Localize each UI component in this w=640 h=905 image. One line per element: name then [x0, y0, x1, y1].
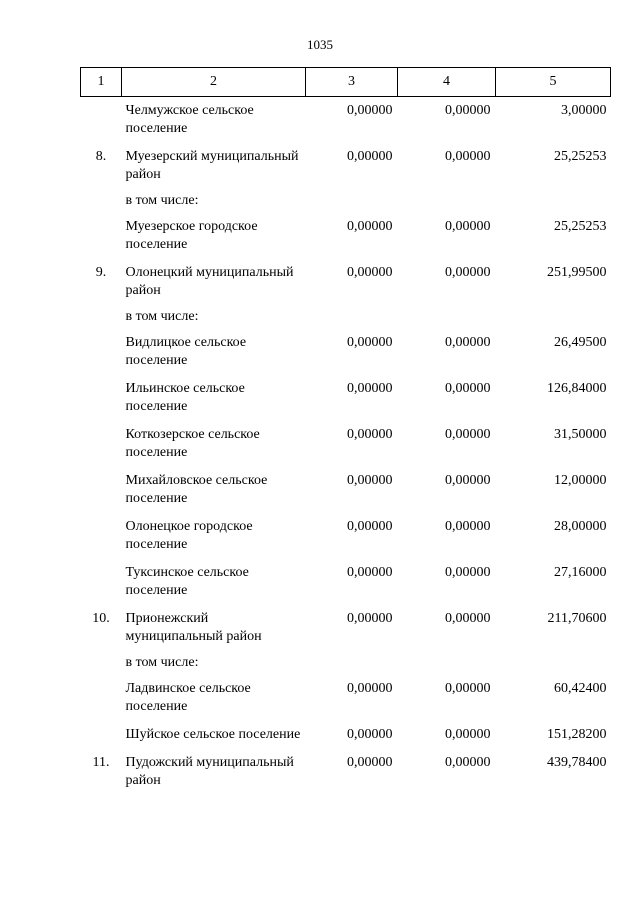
row-number [81, 334, 122, 370]
row-col-5: 27,16000 [554, 565, 607, 580]
spacer-cell [81, 600, 611, 610]
spacer-row [81, 254, 611, 264]
row-number [81, 680, 122, 716]
table-row [81, 654, 611, 672]
spacer-row [81, 416, 611, 426]
spacer-row [81, 370, 611, 380]
row-name: Видлицкое сельское поселение [125, 335, 247, 368]
table-body [81, 97, 611, 791]
row-col-5: 26,49500 [554, 335, 607, 350]
row-name: Челмужское сельское поселение [125, 103, 254, 136]
spacer-row [81, 210, 611, 218]
row-col-5: 251,99500 [547, 265, 607, 280]
row-col-4: 0,00000 [445, 681, 491, 696]
row-col-5: 12,00000 [554, 473, 607, 488]
row-col-3: 0,00000 [347, 381, 393, 396]
spacer-row [81, 554, 611, 564]
row-name: в том числе: [125, 655, 199, 670]
spacer-row [81, 672, 611, 680]
row-col-5: 60,42400 [554, 681, 607, 696]
row-col-5 [496, 192, 611, 210]
table-row [81, 518, 611, 554]
row-col-3: 0,00000 [347, 265, 393, 280]
row-name: Олонецкое городское поселение [125, 519, 253, 552]
row-name: Ладвинское сельское поселение [125, 681, 251, 714]
spacer-cell [81, 210, 611, 218]
spacer-row [81, 646, 611, 654]
spacer-cell [81, 326, 611, 334]
row-col-4: 0,00000 [445, 427, 491, 442]
row-col-3: 0,00000 [347, 681, 393, 696]
row-col-4: 0,00000 [445, 381, 491, 396]
row-col-4 [398, 192, 496, 210]
table-row [81, 192, 611, 210]
row-col-4: 0,00000 [445, 473, 491, 488]
row-name: Муезерский муниципальный район [125, 149, 299, 182]
spacer-cell [81, 462, 611, 472]
row-col-4: 0,00000 [445, 727, 491, 742]
spacer-cell [81, 716, 611, 726]
row-col-3: 0,00000 [347, 219, 393, 234]
table-row [81, 218, 611, 254]
row-name: Коткозерское сельское поселение [125, 427, 260, 460]
row-number: 10. [92, 611, 110, 626]
spacer-cell [81, 646, 611, 654]
row-col-4: 0,00000 [445, 219, 491, 234]
row-col-3: 0,00000 [347, 611, 393, 626]
table-row [81, 564, 611, 600]
row-number [81, 564, 122, 600]
header-row [81, 68, 611, 97]
table-row [81, 680, 611, 716]
table-row [81, 380, 611, 416]
row-col-3: 0,00000 [347, 473, 393, 488]
row-number: 11. [92, 755, 110, 770]
spacer-row [81, 462, 611, 472]
row-col-3: 0,00000 [347, 519, 393, 534]
row-number [81, 726, 122, 744]
row-col-3 [306, 192, 398, 210]
spacer-cell [81, 184, 611, 192]
row-name: Туксинское сельское поселение [125, 565, 249, 598]
header-col-3: 3 [306, 68, 398, 97]
row-number [81, 192, 122, 210]
table-row [81, 426, 611, 462]
row-col-5: 151,28200 [547, 727, 607, 742]
row-col-4: 0,00000 [445, 755, 491, 770]
row-col-3: 0,00000 [347, 755, 393, 770]
row-col-4 [398, 654, 496, 672]
table-row [81, 726, 611, 744]
spacer-cell [81, 416, 611, 426]
table-row [81, 102, 611, 138]
header-col-1: 1 [81, 68, 122, 97]
spacer-row [81, 508, 611, 518]
spacer-row [81, 184, 611, 192]
row-name: Олонецкий муниципальный район [125, 265, 294, 298]
row-col-5 [496, 654, 611, 672]
row-name: Пудожский муниципальный район [125, 755, 294, 788]
spacer-cell [81, 744, 611, 754]
row-col-3: 0,00000 [347, 149, 393, 164]
row-col-5: 25,25253 [554, 219, 607, 234]
data-table [80, 67, 611, 790]
header-col-4: 4 [398, 68, 496, 97]
spacer-cell [81, 554, 611, 564]
row-name: Михайловское сельское поселение [125, 473, 268, 506]
row-col-3 [306, 308, 398, 326]
row-name: в том числе: [125, 193, 199, 208]
row-col-5 [496, 308, 611, 326]
spacer-row [81, 138, 611, 148]
spacer-cell [81, 138, 611, 148]
header-col-2: 2 [122, 68, 306, 97]
row-col-3: 0,00000 [347, 335, 393, 350]
row-number: 8. [95, 149, 107, 164]
table-row [81, 264, 611, 300]
table-row [81, 308, 611, 326]
header-col-5: 5 [496, 68, 611, 97]
row-name: Муезерское городское поселение [125, 219, 258, 252]
spacer-row [81, 716, 611, 726]
row-number [81, 654, 122, 672]
row-number: 9. [95, 265, 107, 280]
row-col-3: 0,00000 [347, 103, 393, 118]
spacer-cell [81, 300, 611, 308]
row-number [81, 380, 122, 416]
table-row [81, 148, 611, 184]
row-col-3: 0,00000 [347, 727, 393, 742]
spacer-row [81, 744, 611, 754]
row-col-5: 25,25253 [554, 149, 607, 164]
row-col-4: 0,00000 [445, 519, 491, 534]
row-col-4 [398, 308, 496, 326]
spacer-row [81, 300, 611, 308]
row-col-5: 126,84000 [547, 381, 607, 396]
row-col-4: 0,00000 [445, 611, 491, 626]
row-col-4: 0,00000 [445, 335, 491, 350]
row-col-4: 0,00000 [445, 149, 491, 164]
table-row [81, 334, 611, 370]
row-name: в том числе: [125, 309, 199, 324]
table-row [81, 754, 611, 790]
row-number [81, 218, 122, 254]
row-col-3: 0,00000 [347, 427, 393, 442]
page-number: 1035 [307, 37, 333, 52]
row-number [81, 308, 122, 326]
row-number [81, 426, 122, 462]
row-col-5: 211,70600 [547, 611, 607, 626]
row-col-5: 31,50000 [554, 427, 607, 442]
row-col-5: 439,78400 [547, 755, 607, 770]
row-col-4: 0,00000 [445, 103, 491, 118]
spacer-row [81, 326, 611, 334]
row-col-3 [306, 654, 398, 672]
spacer-row [81, 600, 611, 610]
row-number [81, 102, 122, 138]
table-row [81, 610, 611, 646]
row-number [81, 518, 122, 554]
table-header [81, 68, 611, 97]
row-name: Прионежский муниципальный район [125, 611, 262, 644]
spacer-cell [81, 672, 611, 680]
spacer-cell [81, 254, 611, 264]
row-col-4: 0,00000 [445, 565, 491, 580]
row-name: Ильинское сельское поселение [125, 381, 245, 414]
row-name: Шуйское сельское поселение [125, 727, 301, 742]
spacer-cell [81, 508, 611, 518]
row-col-5: 28,00000 [554, 519, 607, 534]
row-col-5: 3,00000 [561, 103, 607, 118]
spacer-cell [81, 370, 611, 380]
row-number [81, 472, 122, 508]
row-col-4: 0,00000 [445, 265, 491, 280]
table-row [81, 472, 611, 508]
row-col-3: 0,00000 [347, 565, 393, 580]
